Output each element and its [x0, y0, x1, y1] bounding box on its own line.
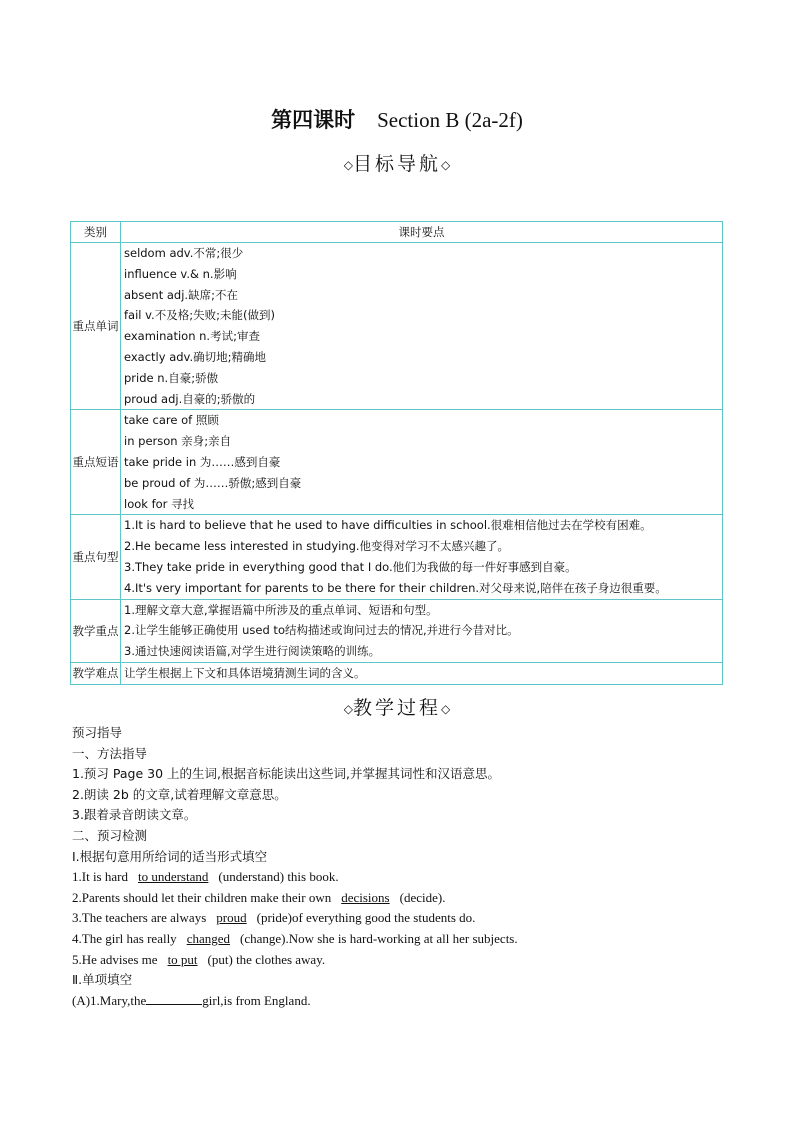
row-category: 重点单词 — [71, 243, 121, 410]
exercise-text: 4.The girl has really — [72, 930, 177, 946]
table-row — [71, 515, 723, 599]
exercise-text: (change).Now she is hard-working at all her subjects. — [240, 930, 518, 946]
exercise-item — [72, 888, 732, 909]
content-line: look for 寻找 — [124, 496, 195, 511]
header-category: 类别 — [71, 222, 121, 243]
table-row — [71, 662, 723, 684]
method-item: 2.朗读 2b 的文章,试着理解文章意思。 — [72, 786, 287, 802]
exercise-item — [72, 950, 732, 971]
diamond-icon: ◇ — [343, 158, 353, 172]
exercise-text: (understand) this book. — [218, 869, 339, 885]
preview-title: 预习指导 — [72, 725, 123, 740]
row-category: 教学重点 — [71, 599, 121, 662]
content-line: 2.He became less interested in studying.他变得对学习不太感兴趣了。 — [124, 539, 510, 554]
answer-blank: to put — [167, 951, 198, 967]
part1-title: Ⅰ.根据句意用所给词的适当形式填空 — [72, 848, 268, 864]
exercise-text: 1.It is hard — [72, 869, 128, 885]
content-line: 3.They take pride in everything good that I do.他们为我做的每一件好事感到自豪。 — [124, 559, 577, 574]
content-line: take pride in 为……感到自豪 — [124, 454, 281, 469]
answer-blank: changed — [186, 930, 230, 946]
exercise-item — [72, 908, 732, 929]
diamond-icon: ◇ — [441, 702, 451, 716]
row-content — [121, 599, 723, 662]
exercise-text: 5.He advises me — [72, 951, 158, 967]
content-line: seldom adv.不常;很少 — [124, 246, 244, 260]
content-line: take care of 照顾 — [124, 413, 219, 428]
mc-question — [72, 991, 732, 1012]
exercise-item — [72, 929, 732, 950]
answer-blank: decisions — [341, 889, 390, 905]
row-content — [121, 243, 723, 410]
content-line: influence v.& n.影响 — [124, 266, 237, 281]
content-line: proud adj.自豪的;骄傲的 — [124, 391, 256, 406]
row-category: 重点短语 — [71, 410, 121, 515]
header-points: 课时要点 — [121, 222, 723, 243]
content-line: exactly adv.确切地;精确地 — [124, 349, 267, 364]
empty-blank — [146, 992, 202, 1005]
content-line: be proud of 为……骄傲;感到自豪 — [124, 475, 302, 490]
diamond-icon: ◇ — [441, 158, 451, 172]
exercise-text: 2.Parents should let their children make their own — [72, 889, 332, 905]
content-line: 4.It's very important for parents to be there for their children.对父母来说,陪伴在孩子身边很重要。 — [124, 580, 667, 595]
table-row — [71, 410, 723, 515]
content-line: 2.让学生能够正确使用 used to结构描述或询问过去的情况,并进行今昔对比。 — [124, 623, 519, 638]
row-category: 教学难点 — [71, 662, 121, 684]
check-title: 二、预习检测 — [72, 827, 148, 843]
exercise-text: (put) the clothes away. — [207, 951, 326, 967]
section-title: Section B (2a-2f) — [377, 108, 523, 132]
question-text: (A)1.Mary,the — [72, 992, 147, 1008]
exercise-item — [72, 867, 732, 888]
key-points-table — [70, 221, 723, 685]
content-line: pride n.自豪;骄傲 — [124, 370, 219, 385]
question-text: girl,is from England. — [202, 992, 311, 1008]
row-content — [121, 515, 723, 599]
row-content — [121, 662, 723, 684]
content-line: 让学生根据上下文和具体语境猜测生词的含义。 — [124, 665, 366, 680]
exercise-text: (decide). — [399, 889, 446, 905]
method-title: 一、方法指导 — [72, 745, 148, 761]
exercise-text: (pride)of everything good the students do. — [256, 910, 476, 926]
table-row — [71, 243, 723, 410]
content-line: 3.通过快速阅读语篇,对学生进行阅读策略的训练。 — [124, 644, 381, 659]
section-heading-goals — [0, 149, 794, 176]
content-line: 1.It is hard to believe that he used to have difficulties in school.很难相信他过去在学校有困难。 — [124, 518, 652, 533]
diamond-icon: ◇ — [343, 702, 353, 716]
row-content — [121, 410, 723, 515]
method-item: 3.跟着录音朗读文章。 — [72, 807, 197, 823]
section-heading-process — [0, 693, 794, 720]
content-line: examination n.考试;审查 — [124, 329, 260, 344]
method-item: 1.预习 Page 30 上的生词,根据音标能读出这些词,并掌握其词性和汉语意思。 — [72, 766, 500, 782]
lesson-number: 第四课时 — [271, 108, 356, 132]
answer-blank: to understand — [137, 869, 209, 885]
content-line: absent adj.缺席;不在 — [124, 287, 238, 302]
page-title — [0, 104, 794, 134]
table-header-row — [71, 222, 723, 243]
content-line: fail v.不及格;失败;未能(做到) — [124, 308, 275, 323]
heading-text: 目标导航 — [352, 153, 441, 175]
answer-blank: proud — [216, 910, 247, 926]
table-row — [71, 599, 723, 662]
lesson-body — [72, 723, 732, 1011]
content-line: in person 亲身;亲自 — [124, 434, 232, 449]
part2-title: Ⅱ.单项填空 — [72, 972, 133, 988]
exercise-text: 3.The teachers are always — [72, 910, 207, 926]
content-line: 1.理解文章大意,掌握语篇中所涉及的重点单词、短语和句型。 — [124, 602, 438, 617]
row-category: 重点句型 — [71, 515, 121, 599]
heading-text: 教学过程 — [352, 697, 441, 719]
